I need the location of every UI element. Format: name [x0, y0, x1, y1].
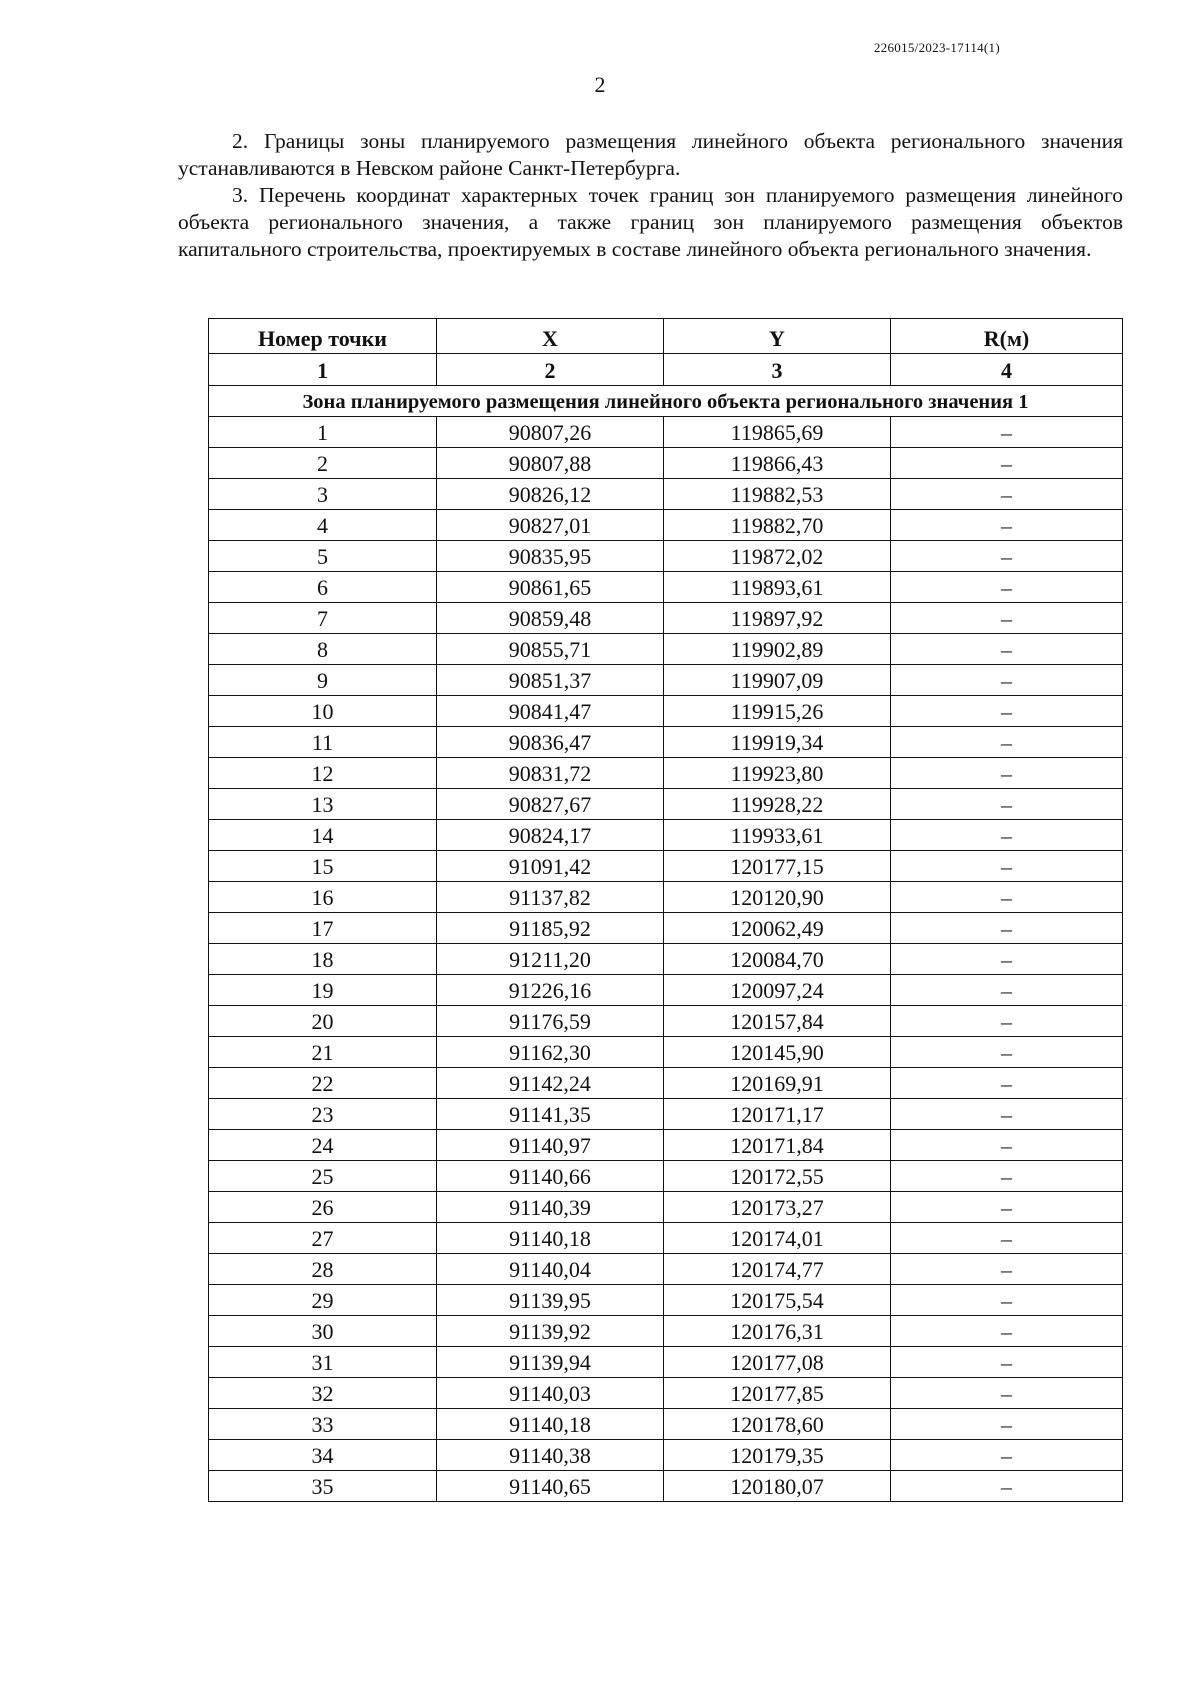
y-coordinate-cell: 120175,54	[664, 1285, 891, 1316]
point-number-cell: 15	[209, 851, 437, 882]
radius-cell: –	[891, 1254, 1123, 1285]
table-row	[209, 1161, 1123, 1192]
x-coordinate-cell: 91211,20	[437, 944, 664, 975]
point-number-cell: 35	[209, 1471, 437, 1502]
x-coordinate-cell: 90826,12	[437, 479, 664, 510]
radius-cell: –	[891, 1099, 1123, 1130]
point-number-cell: 9	[209, 665, 437, 696]
y-coordinate-cell: 120157,84	[664, 1006, 891, 1037]
point-number-cell: 16	[209, 882, 437, 913]
x-coordinate-cell: 91139,95	[437, 1285, 664, 1316]
table-row	[209, 541, 1123, 572]
header-x: X	[437, 319, 664, 354]
point-number-cell: 32	[209, 1378, 437, 1409]
column-index-row	[209, 354, 1123, 386]
y-coordinate-cell: 119919,34	[664, 727, 891, 758]
table-row	[209, 851, 1123, 882]
radius-cell: –	[891, 1471, 1123, 1502]
table-row	[209, 1130, 1123, 1161]
point-number-cell: 11	[209, 727, 437, 758]
radius-cell: –	[891, 572, 1123, 603]
x-coordinate-cell: 91140,39	[437, 1192, 664, 1223]
table-row	[209, 1254, 1123, 1285]
x-coordinate-cell: 91141,35	[437, 1099, 664, 1130]
table-row	[209, 417, 1123, 448]
point-number-cell: 7	[209, 603, 437, 634]
x-coordinate-cell: 91226,16	[437, 975, 664, 1006]
x-coordinate-cell: 90807,88	[437, 448, 664, 479]
table-row	[209, 1068, 1123, 1099]
table-row	[209, 572, 1123, 603]
point-number-cell: 8	[209, 634, 437, 665]
table-row	[209, 1347, 1123, 1378]
x-coordinate-cell: 90851,37	[437, 665, 664, 696]
radius-cell: –	[891, 1285, 1123, 1316]
point-number-cell: 22	[209, 1068, 437, 1099]
radius-cell: –	[891, 1316, 1123, 1347]
y-coordinate-cell: 120174,77	[664, 1254, 891, 1285]
x-coordinate-cell: 91140,03	[437, 1378, 664, 1409]
point-number-cell: 27	[209, 1223, 437, 1254]
radius-cell: –	[891, 665, 1123, 696]
y-coordinate-cell: 119865,69	[664, 417, 891, 448]
point-number-cell: 29	[209, 1285, 437, 1316]
y-coordinate-cell: 120177,85	[664, 1378, 891, 1409]
x-coordinate-cell: 91162,30	[437, 1037, 664, 1068]
point-number-cell: 34	[209, 1440, 437, 1471]
point-number-cell: 21	[209, 1037, 437, 1068]
y-coordinate-cell: 120145,90	[664, 1037, 891, 1068]
radius-cell: –	[891, 1161, 1123, 1192]
radius-cell: –	[891, 851, 1123, 882]
x-coordinate-cell: 90841,47	[437, 696, 664, 727]
table-row	[209, 634, 1123, 665]
radius-cell: –	[891, 913, 1123, 944]
y-coordinate-cell: 120120,90	[664, 882, 891, 913]
y-coordinate-cell: 120084,70	[664, 944, 891, 975]
x-coordinate-cell: 91140,66	[437, 1161, 664, 1192]
x-coordinate-cell: 90824,17	[437, 820, 664, 851]
point-number-cell: 20	[209, 1006, 437, 1037]
radius-cell: –	[891, 510, 1123, 541]
point-number-cell: 14	[209, 820, 437, 851]
y-coordinate-cell: 120169,91	[664, 1068, 891, 1099]
table-row	[209, 1099, 1123, 1130]
radius-cell: –	[891, 758, 1123, 789]
table-row	[209, 913, 1123, 944]
x-coordinate-cell: 90827,67	[437, 789, 664, 820]
y-coordinate-cell: 120173,27	[664, 1192, 891, 1223]
doc-number: 226015/2023-17114(1)	[873, 40, 1000, 55]
coordinates-table	[208, 318, 1123, 1502]
point-number-cell: 26	[209, 1192, 437, 1223]
y-coordinate-cell: 119872,02	[664, 541, 891, 572]
table-row	[209, 789, 1123, 820]
radius-cell: –	[891, 1037, 1123, 1068]
y-coordinate-cell: 120171,17	[664, 1099, 891, 1130]
x-coordinate-cell: 91140,04	[437, 1254, 664, 1285]
zone-title: Зона планируемого размещения линейного объекта регионального значения 1	[209, 386, 1123, 417]
y-coordinate-cell: 119882,70	[664, 510, 891, 541]
point-number-cell: 24	[209, 1130, 437, 1161]
table-body	[209, 354, 1123, 1502]
x-coordinate-cell: 91140,18	[437, 1409, 664, 1440]
table-row	[209, 1440, 1123, 1471]
y-coordinate-cell: 119866,43	[664, 448, 891, 479]
table-row	[209, 1223, 1123, 1254]
radius-cell: –	[891, 944, 1123, 975]
point-number-cell: 23	[209, 1099, 437, 1130]
table-row	[209, 510, 1123, 541]
x-coordinate-cell: 90807,26	[437, 417, 664, 448]
point-number-cell: 18	[209, 944, 437, 975]
y-coordinate-cell: 120171,84	[664, 1130, 891, 1161]
header-point-number: Номер точки	[209, 319, 437, 354]
radius-cell: –	[891, 1409, 1123, 1440]
paragraph-3: 3. Перечень координат характерных точек границ зон планируемого размещения линейного объекта регионального значения, а также границ зон планируемого размещения объектов капитального строительства, проектируемых в составе линейного объекта регионального значения.	[178, 183, 1123, 261]
point-number-cell: 12	[209, 758, 437, 789]
y-coordinate-cell: 120177,15	[664, 851, 891, 882]
x-coordinate-cell: 90855,71	[437, 634, 664, 665]
table-row	[209, 758, 1123, 789]
x-coordinate-cell: 91140,97	[437, 1130, 664, 1161]
x-coordinate-cell: 91137,82	[437, 882, 664, 913]
table-row	[209, 1006, 1123, 1037]
y-coordinate-cell: 119933,61	[664, 820, 891, 851]
point-number-cell: 19	[209, 975, 437, 1006]
x-coordinate-cell: 91176,59	[437, 1006, 664, 1037]
column-index: 3	[664, 354, 891, 386]
x-coordinate-cell: 90836,47	[437, 727, 664, 758]
column-index: 1	[209, 354, 437, 386]
table-row	[209, 479, 1123, 510]
radius-cell: –	[891, 1347, 1123, 1378]
x-coordinate-cell: 91140,18	[437, 1223, 664, 1254]
point-number-cell: 28	[209, 1254, 437, 1285]
radius-cell: –	[891, 727, 1123, 758]
radius-cell: –	[891, 634, 1123, 665]
point-number-cell: 31	[209, 1347, 437, 1378]
y-coordinate-cell: 120062,49	[664, 913, 891, 944]
y-coordinate-cell: 119882,53	[664, 479, 891, 510]
y-coordinate-cell: 120180,07	[664, 1471, 891, 1502]
header-y: Y	[664, 319, 891, 354]
y-coordinate-cell: 119915,26	[664, 696, 891, 727]
radius-cell: –	[891, 479, 1123, 510]
table-row	[209, 727, 1123, 758]
table-row	[209, 1409, 1123, 1440]
x-coordinate-cell: 90859,48	[437, 603, 664, 634]
x-coordinate-cell: 90861,65	[437, 572, 664, 603]
x-coordinate-cell: 90835,95	[437, 541, 664, 572]
point-number-cell: 5	[209, 541, 437, 572]
paragraph-2: 2. Границы зоны планируемого размещения линейного объекта регионального значения устанавливаются в Невском районе Санкт-Петербурга.	[178, 129, 1123, 180]
table-row	[209, 1378, 1123, 1409]
x-coordinate-cell: 91142,24	[437, 1068, 664, 1099]
table-row	[209, 1037, 1123, 1068]
point-number-cell: 4	[209, 510, 437, 541]
x-coordinate-cell: 91185,92	[437, 913, 664, 944]
table-row	[209, 975, 1123, 1006]
point-number-cell: 33	[209, 1409, 437, 1440]
y-coordinate-cell: 120176,31	[664, 1316, 891, 1347]
table-header-row	[209, 319, 1123, 354]
x-coordinate-cell: 91139,94	[437, 1347, 664, 1378]
column-index: 4	[891, 354, 1123, 386]
table-row	[209, 665, 1123, 696]
point-number-cell: 25	[209, 1161, 437, 1192]
radius-cell: –	[891, 448, 1123, 479]
x-coordinate-cell: 90827,01	[437, 510, 664, 541]
table-row	[209, 696, 1123, 727]
point-number-cell: 30	[209, 1316, 437, 1347]
x-coordinate-cell: 91091,42	[437, 851, 664, 882]
zone-title-row	[209, 386, 1123, 417]
y-coordinate-cell: 120178,60	[664, 1409, 891, 1440]
point-number-cell: 17	[209, 913, 437, 944]
y-coordinate-cell: 119907,09	[664, 665, 891, 696]
radius-cell: –	[891, 820, 1123, 851]
y-coordinate-cell: 120179,35	[664, 1440, 891, 1471]
radius-cell: –	[891, 1378, 1123, 1409]
point-number-cell: 1	[209, 417, 437, 448]
table-row	[209, 448, 1123, 479]
column-index: 2	[437, 354, 664, 386]
y-coordinate-cell: 120177,08	[664, 1347, 891, 1378]
point-number-cell: 6	[209, 572, 437, 603]
radius-cell: –	[891, 975, 1123, 1006]
radius-cell: –	[891, 882, 1123, 913]
radius-cell: –	[891, 1006, 1123, 1037]
radius-cell: –	[891, 1440, 1123, 1471]
y-coordinate-cell: 120172,55	[664, 1161, 891, 1192]
table-row	[209, 603, 1123, 634]
header-radius: R(м)	[891, 319, 1123, 354]
table-row	[209, 1316, 1123, 1347]
x-coordinate-cell: 90831,72	[437, 758, 664, 789]
y-coordinate-cell: 120097,24	[664, 975, 891, 1006]
radius-cell: –	[891, 1223, 1123, 1254]
radius-cell: –	[891, 603, 1123, 634]
point-number-cell: 10	[209, 696, 437, 727]
point-number-cell: 13	[209, 789, 437, 820]
table-row	[209, 882, 1123, 913]
radius-cell: –	[891, 696, 1123, 727]
y-coordinate-cell: 119923,80	[664, 758, 891, 789]
x-coordinate-cell: 91139,92	[437, 1316, 664, 1347]
x-coordinate-cell: 91140,65	[437, 1471, 664, 1502]
table-row	[209, 1285, 1123, 1316]
y-coordinate-cell: 119897,92	[664, 603, 891, 634]
table-row	[209, 1471, 1123, 1502]
radius-cell: –	[891, 1068, 1123, 1099]
x-coordinate-cell: 91140,38	[437, 1440, 664, 1471]
y-coordinate-cell: 119902,89	[664, 634, 891, 665]
radius-cell: –	[891, 1192, 1123, 1223]
radius-cell: –	[891, 541, 1123, 572]
y-coordinate-cell: 120174,01	[664, 1223, 891, 1254]
page-number: 2	[594, 72, 606, 97]
radius-cell: –	[891, 417, 1123, 448]
radius-cell: –	[891, 789, 1123, 820]
point-number-cell: 3	[209, 479, 437, 510]
radius-cell: –	[891, 1130, 1123, 1161]
table-row	[209, 820, 1123, 851]
y-coordinate-cell: 119928,22	[664, 789, 891, 820]
table-row	[209, 1192, 1123, 1223]
table-row	[209, 944, 1123, 975]
y-coordinate-cell: 119893,61	[664, 572, 891, 603]
point-number-cell: 2	[209, 448, 437, 479]
